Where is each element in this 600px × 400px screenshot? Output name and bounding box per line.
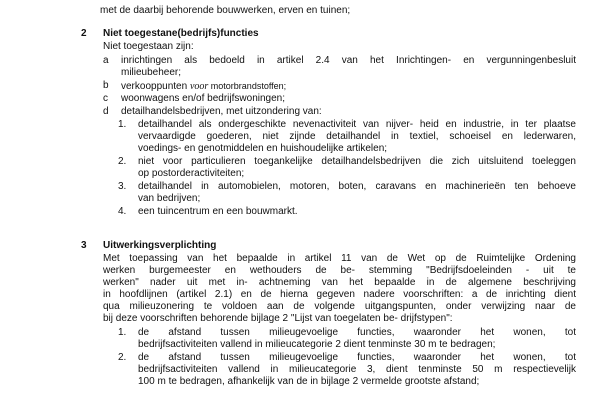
sublist-item-text: op postorderactiviteiten; [138,168,245,179]
sublist-item-text: de afstand tussen milieugevoelige functies, waaronder het wonen, tot [138,352,576,363]
list-item-text: detailhandelsbedrijven, met uitzondering van: [121,106,322,117]
paragraph-line: bij deze voorschriften behorende bijlage 2 "Lijst van toegelaten be- drijfstypen": [103,313,453,324]
list-item-text: milieubeheer; [121,67,182,78]
sublist-number: 4. [118,206,127,217]
sublist-item-text: detailhandel in automobielen, motoren, boten, caravans en machinerieën ten behoeve [138,181,576,192]
sublist-number: 3. [118,181,127,192]
section-heading: Uitwerkingsverplichting [103,240,217,251]
text-run: motorbrandstoffen; [208,81,287,91]
sublist-item-text: vervaardigde goederen, niet zijnde detailhandel in textiel, schoeisel en lederwaren, [138,131,576,142]
sublist-number: 2. [118,352,127,363]
sublist-item-text: bedrijfsactiviteiten vallend in milieucategorie 2 dient tenminste 30 m te bedragen; [138,339,496,350]
paragraph-line: werken burgemeester en wethouders de be- stemming "Bedrijfsdoeleinden - uit te [103,265,576,276]
list-letter: b [103,80,109,91]
list-letter: c [103,93,108,104]
sublist-item-text: 100 m te bedragen, afhankelijk van de in bijlage 2 vermelde grootste afstand; [138,376,480,387]
section-intro: Niet toegestaan zijn: [103,41,194,52]
list-letter: d [103,106,109,117]
body-text-line: met de daarbij behorende bouwwerken, erven en tuinen; [100,5,351,16]
sublist-item-text: een tuincentrum en een bouwmarkt. [138,206,298,217]
sublist-item-text: detailhandel als ondergeschikte nevenactiviteit van nijver- heid en industrie, in ter plaatse [138,119,576,130]
sublist-number: 2. [118,156,127,167]
sublist-number: 1. [118,327,127,338]
paragraph-line: in hoofdlijnen (artikel 2.1) en de hierna gegeven nadere voorschriften: a de inrichting dient [103,289,576,300]
sublist-item-text: bedrijfsactiviteiten vallend in milieucategorie 3, dient tenminste 50 m respectievelijk [138,364,576,375]
italic-text-run: voor [189,81,209,92]
list-item-text: inrichtingen als bedoeld in artikel 2.4 van het Inrichtingen- en vergunningenbesluit [121,55,576,66]
section-number: 3 [81,240,87,251]
list-letter: a [103,55,109,66]
sublist-item-text: voedings- en genotmiddelen en huishoudelijke artikelen; [138,143,388,154]
section-number: 2 [81,28,87,39]
text-run: verkooppunten [121,81,190,92]
paragraph-line: qua milieuzonering te voldoen aan de volgende uitgangspunten, onder verwijzing naar de [103,301,576,312]
paragraph-line: Met toepassing van het bepaalde in artikel 11 van de Wet op de Ruimtelijke Ordening [103,253,576,264]
sublist-item-text: van bedrijven; [138,193,201,204]
sublist-number: 1. [118,119,127,130]
paragraph-line: werken" nader uit met in- achtneming van het bepaalde in de algemene beschrijving [103,277,576,288]
section-heading: Niet toegestane(bedrijfs)functies [103,28,259,39]
sublist-item-text: niet voor particulieren toegankelijke detailhandelsbedrijven die zich uitsluitend toeleggen [138,156,576,167]
sublist-item-text: de afstand tussen milieugevoelige functies, waaronder het wonen, tot [138,327,576,338]
list-item-text [121,80,286,93]
list-item-text: woonwagens en/of bedrijfswoningen; [121,93,285,104]
